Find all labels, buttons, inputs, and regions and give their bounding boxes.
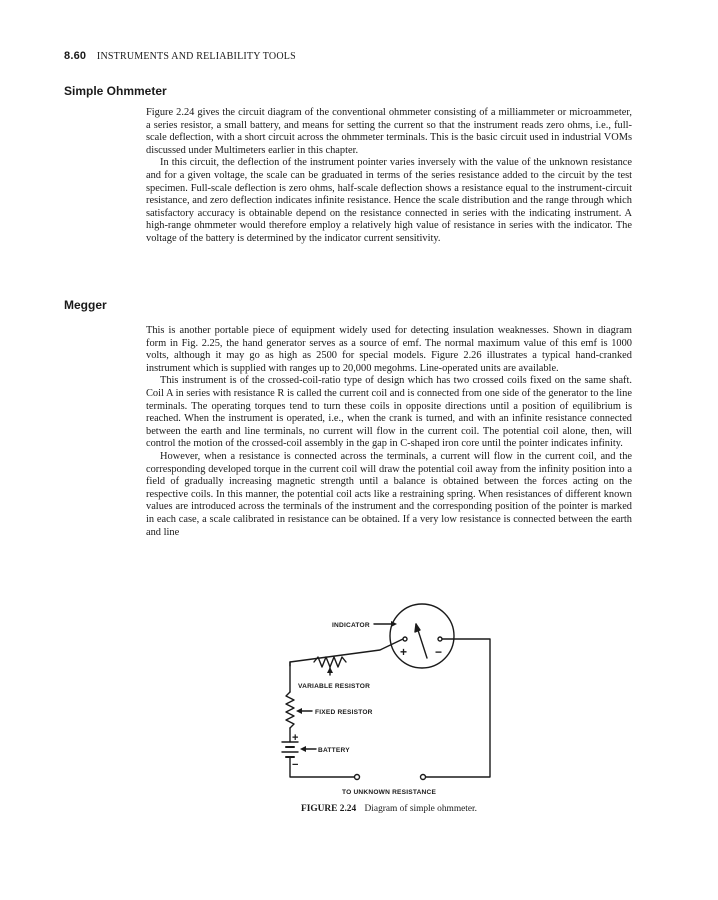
paragraph: However, when a resistance is connected across the terminals, a current will flow in the current coil, and the corresponding developed torque in the current coil will draw the potential coil away from the infinity position into a field of gradually increasing magnetic strength until a balance is obtained between the forces acting on the respective coils. In this manner, the potential coil acts like a restraining spring. When resistances of different known values are introduced across the terminals of the instrument and the corresponding position of the pointer is marked in each case, a scale calibrated in resistance can be obtained. If a very low resistance is connected between the earth and line bbox=[146, 450, 632, 538]
battery-arrowhead bbox=[300, 746, 306, 752]
running-title: INSTRUMENTS AND RELIABILITY TOOLS bbox=[96, 51, 296, 62]
label-indicator: INDICATOR bbox=[332, 622, 370, 629]
wire-bottom-left bbox=[290, 757, 354, 777]
label-variable-resistor: VARIABLE RESISTOR bbox=[298, 683, 371, 690]
paragraph: This instrument is of the crossed-coil-ratio type of design which has two crossed coils fixed on the same shaft. Coil A in series with resistance R is called the current coil and is connected from one side of the generator to the line terminals. The operating torques tend to turn these coils in opposite directions until a position of equilibrium is reached. When the instrument is operated, i.e., when the crank is turned, and with an infinite resistance connected between the earth and line terminals, no current will flow in the current coil. The potential coil alone, then, will control the motion of the crossed-coil assembly in the gap in C-shaped iron core until the pointer indicates infinity. bbox=[146, 375, 632, 450]
paragraph: Figure 2.24 gives the circuit diagram of the conventional ohmmeter consisting of a milliammeter or microammeter, a series resistor, a small battery, and means for setting the current so that the instrument reads zero ohms, i.e., full-scale deflection, with a short circuit across the ohmmeter terminals. This is the basic circuit used in industrial VOMs discussed under Multimeters earlier in this chapter. bbox=[146, 107, 632, 156]
unknown-terminal-right bbox=[421, 775, 426, 780]
ohmmeter-circuit-diagram bbox=[270, 602, 510, 812]
wire-meter-right bbox=[426, 639, 490, 777]
meter-plus-sign: + bbox=[400, 645, 408, 659]
section-heading-megger: Megger bbox=[64, 298, 107, 312]
figure-caption bbox=[146, 804, 632, 814]
section-heading-ohmmeter: Simple Ohmmeter bbox=[64, 84, 167, 98]
figure-number: FIGURE 2.24 bbox=[300, 804, 357, 814]
label-unknown-resistance: TO UNKNOWN RESISTANCE bbox=[342, 789, 437, 796]
label-battery: BATTERY bbox=[318, 747, 350, 754]
paragraph: In this circuit, the deflection of the instrument pointer varies inversely with the value of the unknown resistance and for a given voltage, the scale can be graduated in terms of the series resistance added to the circuit by the test specimen. Full-scale deflection is zero ohms, half-scale deflection shows a resistance equal to the instrument-circuit resistance, and zero deflection indicates infinite resistance. Hence the scale distribution and the range through which satisfactory accuracy is obtainable depend on the resistance connected in series with the indicating instrument. A high-range ohmmeter would therefore employ a relatively high value of resistance in series with the indicator. The voltage of the battery is determined by the indicator current sensitivity. bbox=[146, 157, 632, 244]
unknown-terminal-left bbox=[355, 775, 360, 780]
pointer-arrowhead bbox=[415, 624, 420, 632]
fixed-resistor-arrowhead bbox=[296, 708, 302, 714]
meter-minus-sign: − bbox=[435, 645, 443, 659]
figure-caption-text: Diagram of simple ohmmeter. bbox=[364, 804, 478, 814]
battery-plus-sign: + bbox=[292, 732, 299, 744]
page-number: 8.60 bbox=[64, 50, 87, 62]
label-fixed-resistor: FIXED RESISTOR bbox=[315, 709, 373, 716]
section-body-ohmmeter bbox=[146, 107, 632, 246]
battery-minus-sign: − bbox=[292, 759, 299, 771]
running-header bbox=[64, 50, 296, 62]
fixed-resistor bbox=[286, 692, 294, 728]
variable-resistor bbox=[314, 657, 346, 667]
paragraph: This is another portable piece of equipment widely used for detecting insulation weaknesses. Shown in diagram form in Fig. 2.25, the hand generator serves as a source of emf. The normal maximum value of this emf is 1000 volts, although it may go as high as 2500 for special models. Figure 2.26 illustrates a typical hand-cranked instrument which is supplied with ranges up to 20,000 megohms. Line-operated units are available. bbox=[146, 325, 632, 374]
variable-tap-arrowhead bbox=[327, 667, 333, 673]
section-body-megger bbox=[146, 325, 632, 539]
